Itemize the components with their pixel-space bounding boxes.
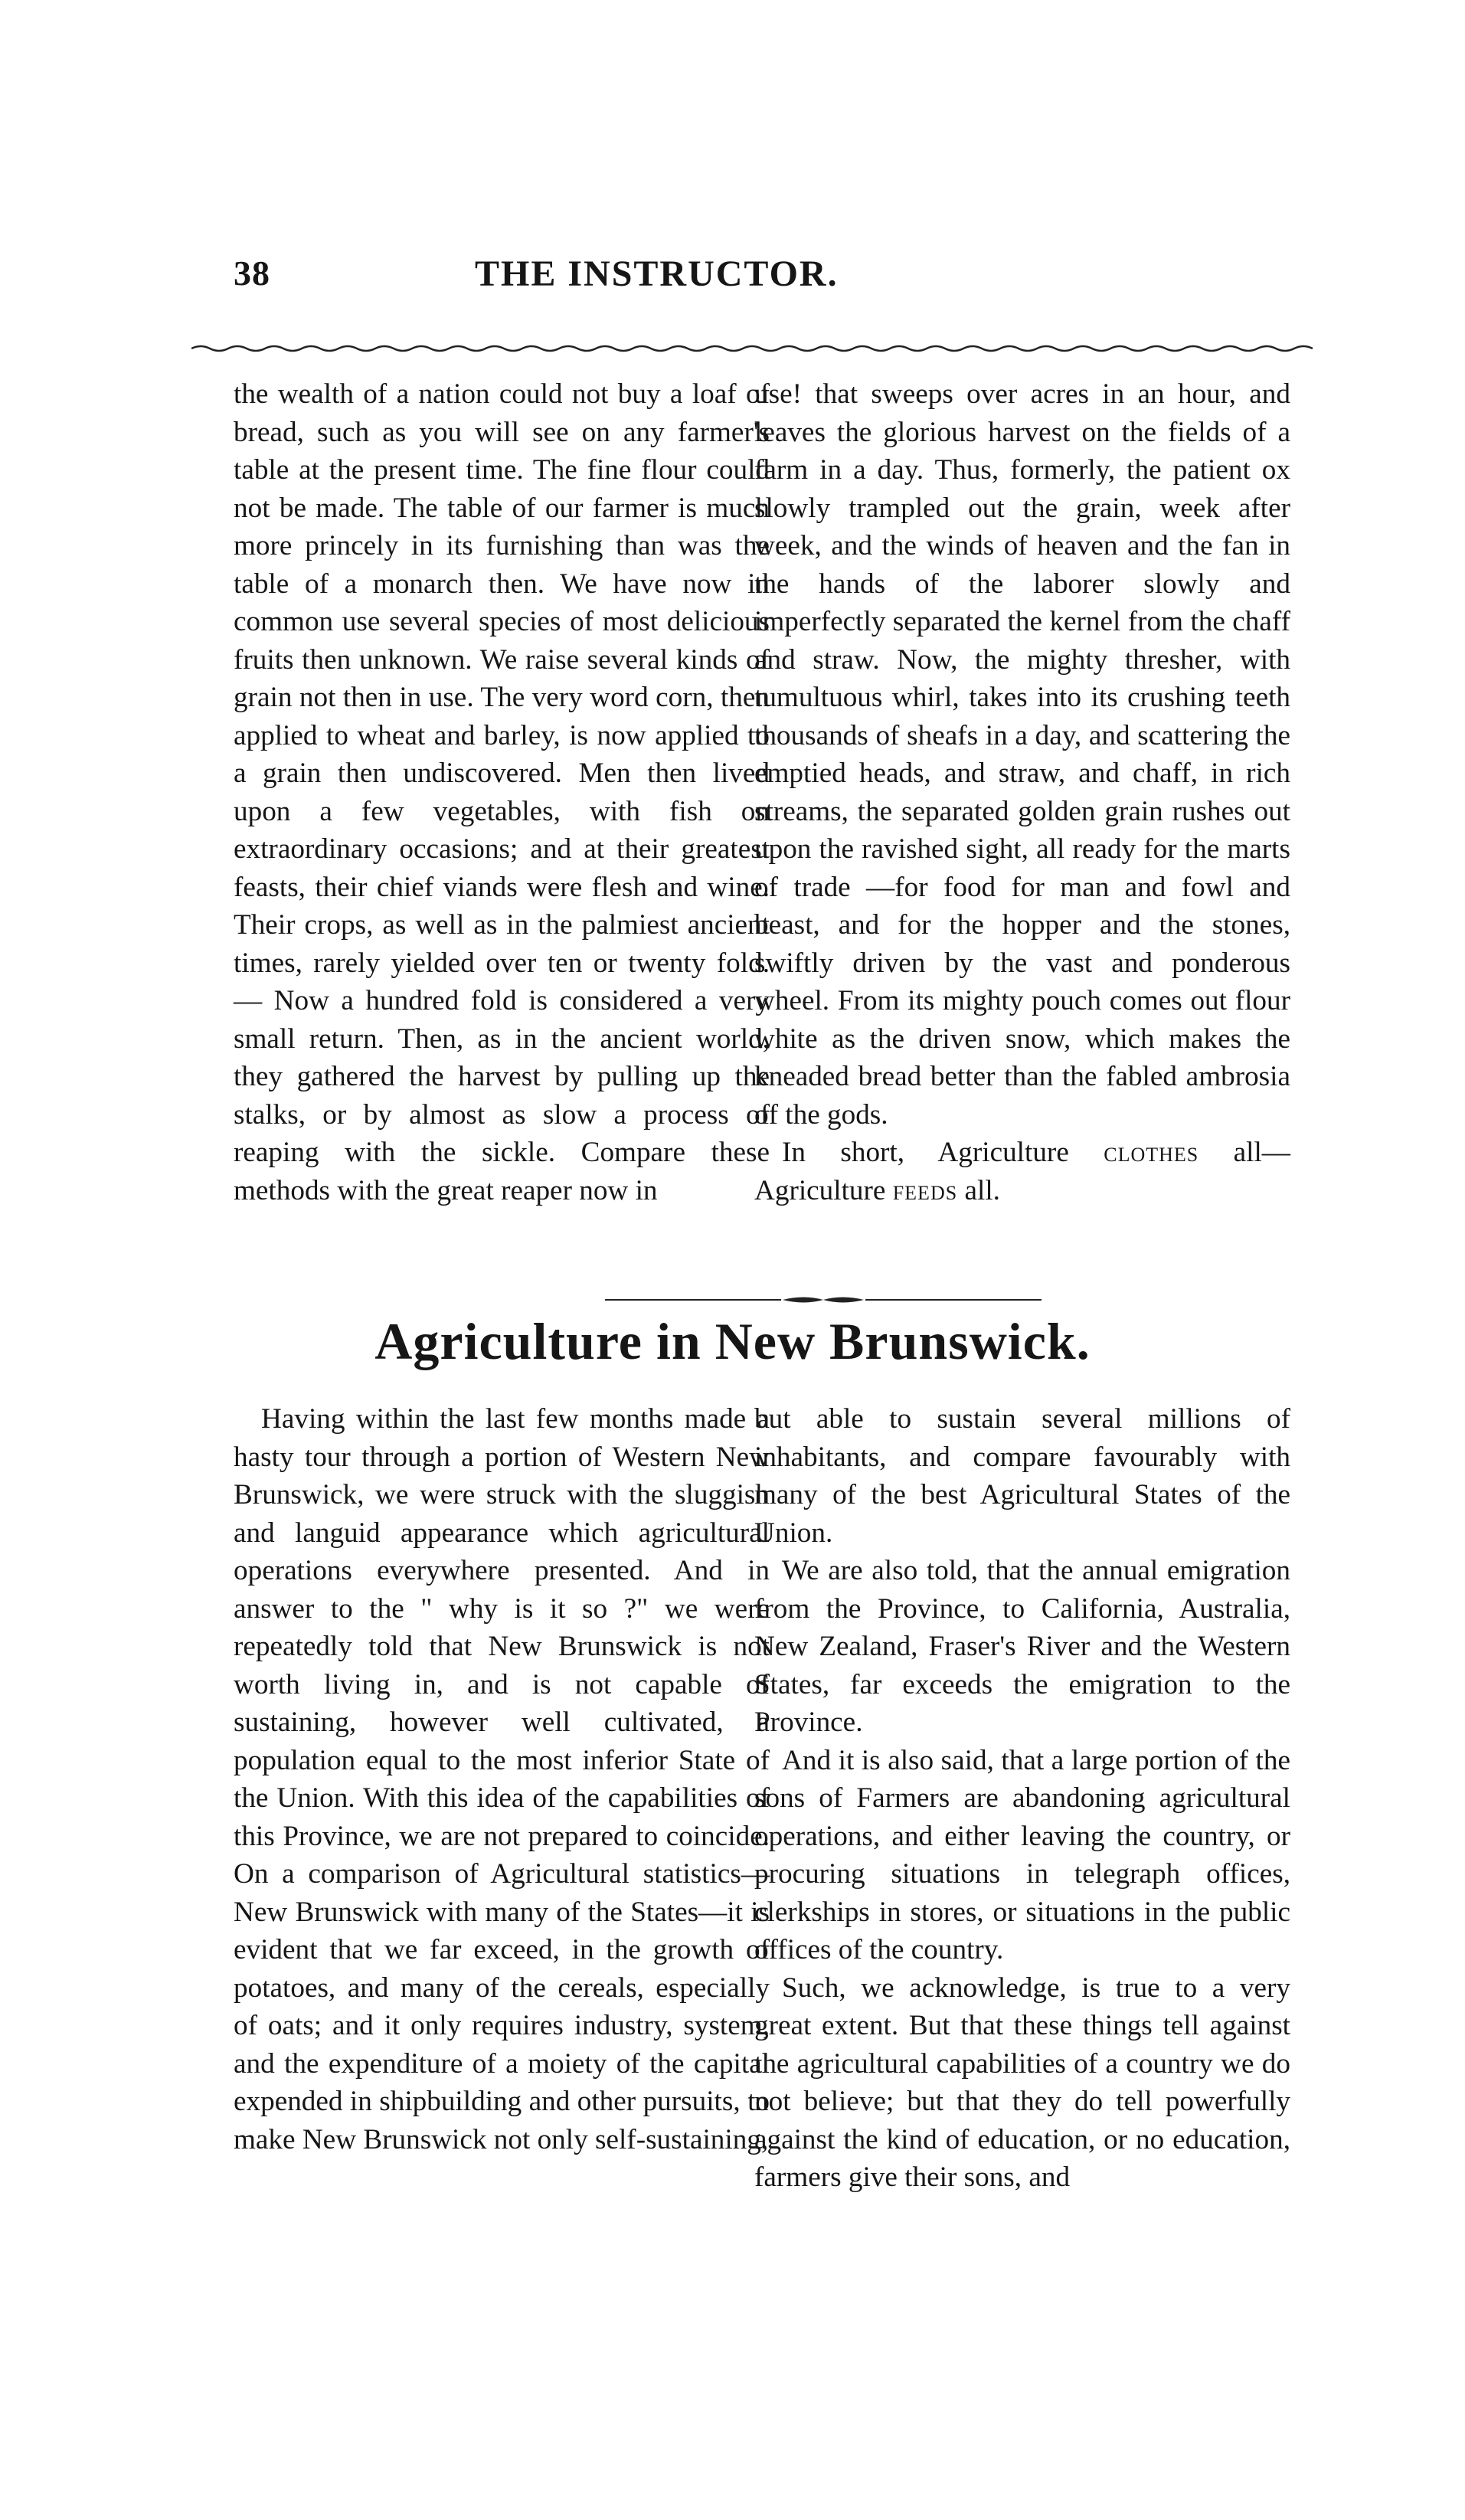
header-rule: [191, 343, 1317, 354]
article1-closing-paragraph: In short, Agriculture clothes all— Agriculture feeds all.: [754, 1137, 1290, 1206]
article1-paragraph: use! that sweeps over acres in an hour, and leaves the glorious harvest on the fields of a farm in a day. Thus, formerly, the patient ox slowly trampled out the grain, week after week, and the winds of heaven and the fan in the hands of the laborer slowly and imperfectly separated the kernel from the chaff and straw. Now, the mighty thresher, with tumultuous whirl, takes into its crushing teeth thousands of sheafs in a day, and scattering the emptied heads, and straw, and chaff, in rich streams, the separated golden grain rushes out upon the ravished sight, all ready for the marts of trade —for food for man and fowl and beast, and for the hopper and the stones, swiftly driven by the vast and ponderous wheel. From its mighty pouch comes out flour white as the driven snow, which makes the kneaded bread better than the fabled ambrosia of the gods.: [754, 378, 1290, 1131]
article1-column-right: [754, 375, 1290, 1209]
article1-paragraph: the wealth of a nation could not buy a loaf of bread, such as you will see on any farmer's table at the present time. The fine flour could not be made. The table of our farmer is much more princely in its furnishing than was the table of a monarch then. We have now in common use several species of most delicious fruits then unknown. We raise several kinds of grain not then in use. The very word corn, then applied to wheat and barley, is now applied to a grain then undiscovered. Men then lived upon a few vegetables, with fish on extraordinary occasions; and at their greatest feasts, their chief viands were flesh and wine. Their crops, as well as in the palmiest ancient times, rarely yielded over ten or twenty fold.— Now a hundred fold is considered a very small return. Then, as in the ancient world, they gathered the harvest by pulling up the stalks, or by almost as slow a process of reaping with the sickle. Compare these methods with the great reaper now in: [234, 378, 770, 1206]
article-title: Agriculture in New Brunswick.: [374, 1312, 1091, 1370]
article2-paragraph: And it is also said, that a large portion of the sons of Farmers are abandoning agricultural operations, and either leaving the country, or procuring situations in telegraph offices, clerkships in stores, or situations in the public offices of the country.: [754, 1744, 1290, 1965]
article2-paragraph: Such, we acknowledge, is true to a very great extent. But that these things tell against the agricultural capabilities of a country we do not believe; but that they do tell powerfully against the kind of education, or no education, farmers give their sons, and: [754, 1972, 1290, 2193]
page-number: 38: [234, 254, 270, 293]
article2-column-right: [754, 1400, 1290, 2197]
emphasis-feeds: feeds: [892, 1174, 958, 1206]
article2-paragraph: but able to sustain several millions of inhabitants, and compare favourably with many of the best Agricultural States of the Union.: [754, 1403, 1290, 1549]
section-separator: [605, 1294, 1042, 1305]
emphasis-clothes: clothes: [1104, 1137, 1199, 1168]
running-title: THE INSTRUCTOR.: [475, 254, 839, 294]
article2-paragraph: Having within the last few months made a hasty tour through a portion of Western New Brunswick, we were struck with the sluggish and languid appearance which agricultural operations everywhere presented. And in answer to the " why is it so ?" we were repeatedly told that New Brunswick is not worth living in, and is not capable of sustaining, however well cultivated, a population equal to the most inferior State of the Union. With this idea of the capabilities of this Province, we are not prepared to coincide. On a comparison of Agricultural statistics—New Brunswick with many of the States—it is evident that we far exceed, in the growth of potatoes, and many of the cereals, especially of oats; and it only requires industry, system, and the expenditure of a moiety of the capital expended in shipbuilding and other pursuits, to make New Brunswick not only self-sustaining,: [234, 1403, 770, 2155]
article1-column-left: [234, 375, 770, 1209]
article2-paragraph: We are also told, that the annual emigration from the Province, to California, Australia, New Zealand, Fraser's River and the Western States, far exceeds the emigration to the Province.: [754, 1555, 1290, 1738]
page-header: [0, 253, 1465, 314]
article2-column-left: [234, 1400, 770, 2158]
